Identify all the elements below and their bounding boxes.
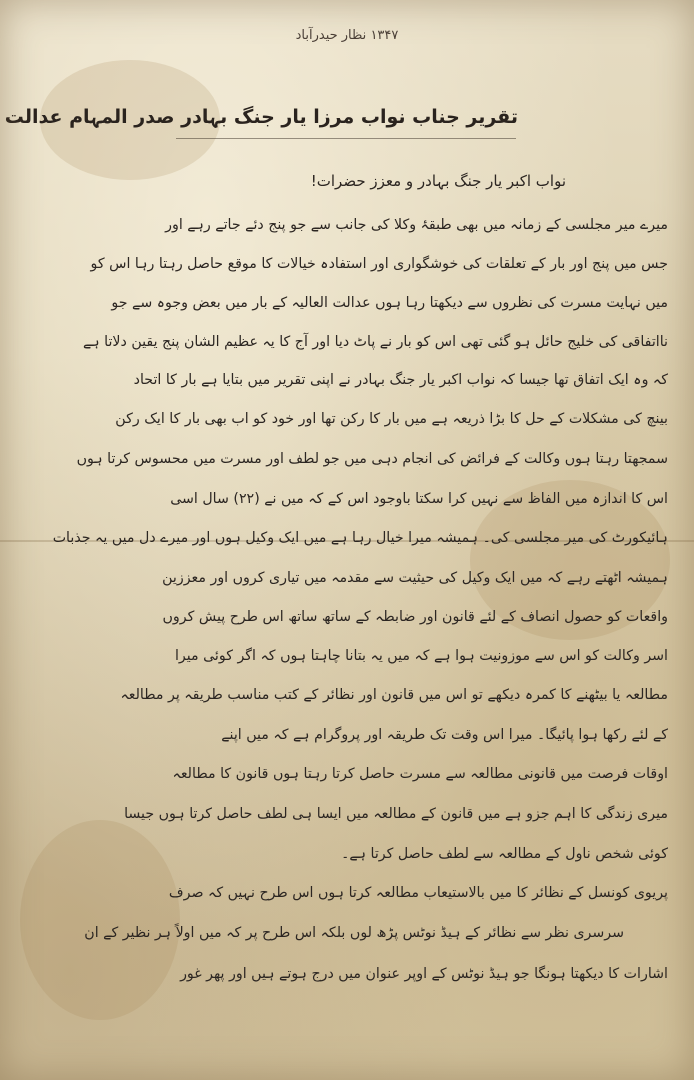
title-underline [176,138,516,139]
body-line: پریوی کونسل کے نظائر کا میں بالاستیعاب مطالعہ کرتا ہوں اس طرح نہیں کہ صرف [168,885,668,901]
body-line: کہ وہ ایک اتفاق تھا جیسا کہ نواب اکبر یار جنگ بہادر نے اپنی تقریر میں بتایا ہے بار کا اتحاد [133,372,668,388]
body-line: مطالعہ یا بیٹھنے کا کمرہ دیکھے تو اس میں قانون اور نظائر کے کتب مناسب طریقہ پر مطالعہ [120,687,668,703]
body-line: واقعات کو حصول انصاف کے لئے قانون اور ضابطہ کے ساتھ ساتھ اس طرح پیش کروں [162,609,668,625]
page-title: تقریر جناب نواب مرزا یار جنگ بہادر صدر المہام عدالت [4,106,518,128]
body-line: ہمیشہ اٹھتے رہے کہ میں ایک وکیل کی حیثیت سے مقدمہ میں تیاری کروں اور معززین [162,570,668,586]
page-header: ۱۳۴۷ نظار حیدرآباد [295,28,399,43]
salutation: نواب اکبر یار جنگ بہادر و معزز حضرات! [310,172,566,190]
body-line: جس میں پنج اور بار کے تعلقات کی خوشگواری اور استفادہ خیالات کا موقع حاصل رہتا رہا اس کو [90,256,668,272]
body-line: میں نہایت مسرت کی نظروں سے دیکھتا رہا ہوں عدالت العالیہ کے بار میں بعض وجوہ سے جو [111,295,668,311]
body-line: اس کا اندازہ میں الفاظ سے نہیں کرا سکتا باوجود اس کے کہ میں نے (۲۲) سال اسی [170,491,668,507]
body-line: اشارات کا دیکھتا ہونگا جو ہیڈ نوٹس کے اوپر عنوان میں درج ہوتے ہیں اور پھر غور [180,966,668,982]
body-line: سرسری نظر سے نظائر کے ہیڈ نوٹس پڑھ لوں بلکہ اس طرح پر کہ میں اولاً ہر نظیر کے ان [84,925,624,941]
body-line: سمجھتا رہتا ہوں وکالت کے فرائض کی انجام دہی میں جو لطف اور مسرت میں محسوس کرتا ہوں [76,451,668,467]
body-line: کے لئے رکھا ہوا پائیگا۔ میرا اس وقت تک طریقہ اور پروگرام ہے کہ میں اپنے [221,727,668,743]
body-line: ہائیکورٹ کی میر مجلسی کی۔ ہمیشہ میرا خیال رہا ہے میں ایک وکیل ہوں اور میرے دل میں یہ جذبات [52,530,668,546]
body-line: میرے میر مجلسی کے زمانہ میں بھی طبقۂ وکلا کی جانب سے جو پنج دئے جاتے رہے اور [165,217,668,233]
body-line: میری زندگی کا اہم جزو ہے میں قانون کے مطالعہ میں ایسا ہی لطف حاصل کرتا ہوں جیسا [124,806,668,822]
paper-stain [20,820,180,1020]
body-line: بینچ کی مشکلات کے حل کا بڑا ذریعہ ہے میں بار کا رکن تھا اور خود کو اب بھی بار کا ایک رکن [115,411,668,427]
body-line: اسر وکالت کو اس سے موزونیت ہوا ہے کہ میں یہ بتانا چاہتا ہوں کہ اگر کوئی میرا [174,648,668,664]
body-line: اوقات فرصت میں قانونی مطالعہ سے مسرت حاصل کرتا رہتا ہوں قانون کا مطالعہ [172,766,668,782]
body-line: کوئی شخص ناول کے مطالعہ سے لطف حاصل کرتا ہے۔ [341,846,668,862]
body-line: نااتفاقی کی خلیج حائل ہو گئی تھی اس کو بار نے پاٹ دیا اور آج کا یہ عظیم الشان پنج یقین دلاتا ہے [83,334,668,350]
